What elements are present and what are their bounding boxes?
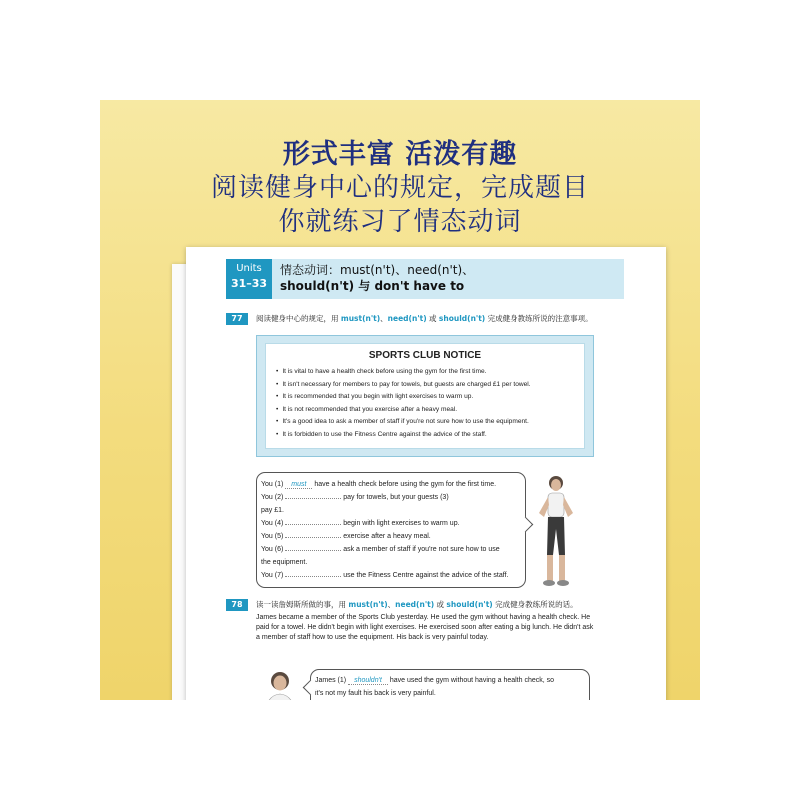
fitness-trainer-illustration [532,473,580,591]
answer-blank [285,498,341,499]
unit-title [280,262,474,294]
notice-item: • It is vital to have a health check before using the gym for the first time. [276,366,531,379]
unit-header [226,259,624,299]
exercise-78-instruction: 读一读詹姆斯所做的事，用 must(n't)、need(n't) 或 should(n't) 完成健身教练所说的话。 [256,600,578,609]
answer-blank [285,537,341,538]
exercise-number-78: 78 [226,599,248,611]
answer-line-4: You (4) begin with light exercises to warm up. [261,520,460,527]
answer-line: James (1) shouldn't have used the gym without having a health check, so [315,677,555,684]
unit-title-line-1: 情态动词：must(n't)、need(n't)、 [280,263,475,277]
notice-item: • It is not recommended that you exercise after a heavy meal. [276,404,531,417]
notice-title: SPORTS CLUB NOTICE [368,350,482,361]
answer-line-1: You (1) must have a health check before using the gym for the first time. [261,481,497,488]
answer-line-3: pay £1. [261,507,284,514]
answer-line-7: the equipment. [261,559,308,566]
answer-blank [285,576,341,577]
exercise-number-77: 77 [226,313,248,325]
notice-list [276,366,531,442]
sports-club-notice [256,335,594,457]
answer-line-2: You (2) pay for towels, but your guests (3) [261,494,449,501]
trainer-portrait-illustration [260,667,300,700]
trainer-speech-bubble [256,472,526,588]
notice-item: • It is forbidden to use the Fitness Centre against the advice of the staff. [276,429,531,442]
notice-item: • It's a good idea to ask a member of staff if you're not sure how to use the equipment. [276,416,531,429]
trainer-speech-bubble-2 [310,669,590,700]
answer-blank [285,550,341,551]
answer-line: it's not my fault his back is very painful. [315,690,436,697]
answer-blank: must [285,481,312,489]
unit-tag-range: 31–33 [230,277,268,290]
exercise-78-paragraph: James became a member of the Sports Club yesterday. He used the gym without having a health check. He paid for a towel. He didn't begin with light exercises. He exercised soon after eating a big lunch. He didn't ask a member of staff how to use the equipment. His back is very painful today. [256,614,594,641]
answer-line-6: You (6) ask a member of staff if you're not sure how to use [261,546,500,553]
exercise-77-instruction: 阅读健身中心的规定，用 must(n't)、need(n't) 或 should(n't) 完成健身教练所说的注意事项。 [256,314,593,323]
unit-title-line-2: should(n't) 与 don't have to [280,279,465,293]
notice-item: • It is recommended that you begin with light exercises to warm up. [276,391,531,404]
answer-blank: shouldn't [348,677,388,685]
headline-subtitle-2: 你就练习了情态动词 [278,207,522,237]
product-banner [100,100,700,700]
headline-subtitle-1: 阅读健身中心的规定，完成题目 [210,173,589,203]
answer-line-8: You (7) use the Fitness Centre against the advice of the staff. [261,572,509,579]
answer-line-5: You (5) exercise after a heavy meal. [261,533,431,540]
workbook-page [186,247,666,700]
answer-blank [285,524,341,525]
headline-title: 形式丰富 活泼有趣 [282,139,518,170]
unit-tag-label: Units [236,263,262,274]
unit-tag [226,259,272,299]
notice-card [265,343,585,449]
bubble-tail [518,517,534,533]
notice-item: • It isn't necessary for members to pay for towels, but guests are charged £1 per towel. [276,379,531,392]
